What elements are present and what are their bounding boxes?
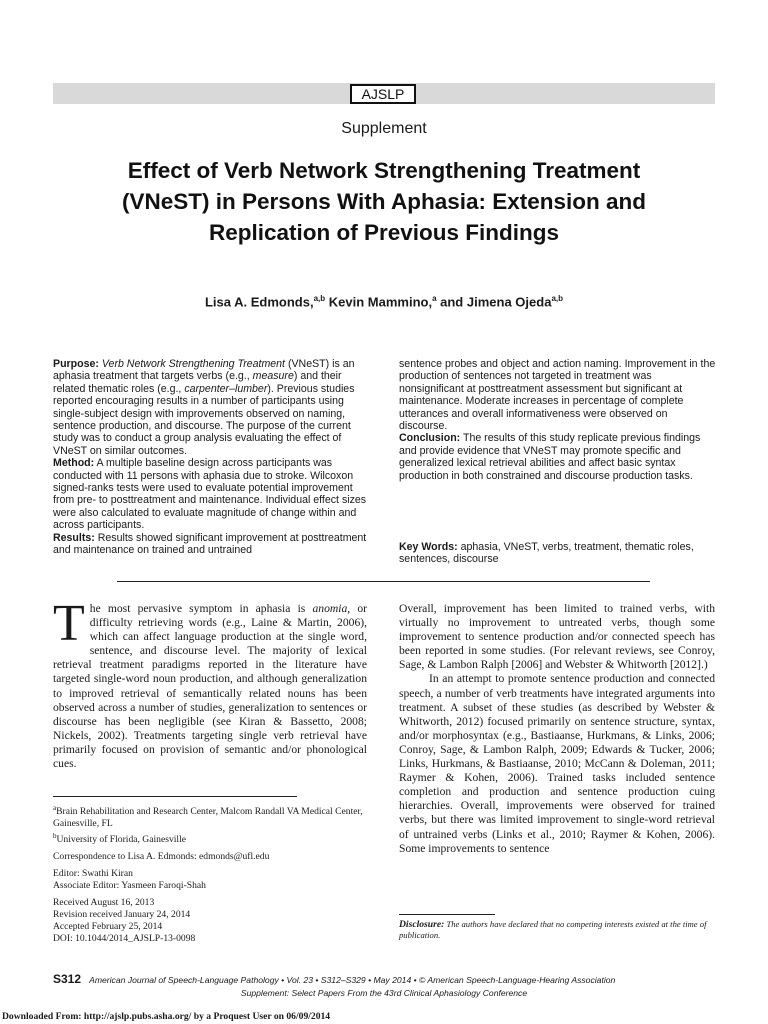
- article-title: Effect of Verb Network Strengthening Treatment (VNeST) in Persons With Aphasia: Extension and Replication of Previous Findings: [121, 158, 647, 245]
- purpose-text: (VNeST) is an aphasia treatment that targets verbs (e.g.,: [53, 358, 355, 383]
- abstract-divider: [117, 581, 650, 582]
- body-text: or difficulty retrieving words (e.g., Laine & Martin, 2006), which can affect language production at the single word, sentence, and discourse level. The majority of lexical retrieval treatment paradigms reported in the literature have targeted single-word noun production, and although generalization to improved retrieval of semantically related nouns has been observed across a number of studies, generalization to sentences or discourse has been negligible (see Kiran & Bassetto, 2008; Nickels, 2002). Treatments targeting single verb retrieval have primarily focused on provision of semantic and/or phonological cues.: [53, 602, 368, 771]
- purpose-label: Purpose:: [53, 358, 99, 370]
- affiliation: Brain Rehabilitation and Research Center, Malcom Randall VA Medical Center, Gainesville, FL: [53, 806, 363, 830]
- supplement-note: Supplement: Select Papers From the 43rd Clinical Aphasiology Conference: [240, 988, 528, 998]
- conclusion-text: The results of this study replicate previous findings and provide evidence that VNeST may promote specific and generalized lexical retrieval abilities and affect basic syntax production in both constrained and discourse production tasks.: [399, 432, 701, 482]
- body-paragraph: Overall, improvement has been limited to trained verbs, with virtually no improvement to untreated verbs, though some improvement to sentence production and/or connected speech has been reported in some studies. (For relevant reviews, see Conroy, Sage, & Lambon Ralph [2006] and Webster & Whitworth [2012].): [399, 602, 715, 672]
- method-label: Method:: [53, 457, 95, 470]
- purpose-text: ). Previous studies reported encouraging results in a number of participants using single-subject design with improvements observed on naming, sentence production, and discourse. The purpose of the current study was to conduct a group analysis evaluating the effect of VNeST on similar outcomes.: [53, 382, 355, 457]
- disclosure-label: Disclosure:: [399, 919, 445, 930]
- example-roles: carpenter–lumber: [184, 382, 268, 395]
- author-affiliation-mark: a: [432, 294, 437, 303]
- body-text: he most pervasive symptom in aphasia is: [89, 602, 306, 615]
- method-text: A multiple baseline design across participants was conducted with 11 persons with aphasia due to stroke. Wilcoxon signed-ranks tests were used to evaluate potential improvement from pre- to posttreatment and maintenance. Individual effect sizes were also calculated to evaluate magnitude of change within and across participants.: [53, 457, 367, 532]
- body-right-column: [399, 602, 715, 856]
- download-note: Downloaded From: http://ajslp.pubs.asha.org/ by a Proquest User on 06/09/2014: [2, 1011, 331, 1022]
- purpose-text: ) and their related thematic roles (e.g.,: [53, 370, 342, 395]
- conclusion-label: Conclusion:: [399, 432, 461, 445]
- body-paragraph: In an attempt to promote sentence production and connected speech, a number of verb treatments have integrated arguments into treatment. A subset of these studies (as described by Webster & Whitworth, 2012) focused primarily on sentence structure, syntax, and/or morphosyntax (e.g., Bastiaanse, Hurkmans, & Links, 2006; Conroy, Sage, & Lambon Ralph, 2009; Edwards & Tucker, 2006; Links, Hurkmans, & Bastiaanse, 2010; McCann & Doleman, 2011; Raymer & Kohen, 2006). Trained tasks included sentence completion and production and sentence production cuing hierarchies. Overall, improvements were observed for trained verbs, but there was limited improvement to single-word retrieval of untrained verbs (Links et al., 2010; Raymer & Kohen, 2006). Some improvements to sentence: [399, 672, 715, 855]
- results-label: Results:: [53, 531, 95, 544]
- drop-cap: T: [53, 595, 85, 652]
- author-name: Kevin Mammino,: [328, 294, 433, 310]
- author-name: Jimena Ojeda: [466, 294, 552, 310]
- journal-citation: American Journal of Speech-Language Pathology • Vol. 23 • S312–S329 • May 2014 • © American Speech-Language-Hearing Association: [89, 975, 616, 985]
- affiliation-mark: b: [53, 832, 57, 841]
- page-footer: [53, 973, 733, 986]
- page-number: S312: [53, 972, 82, 986]
- section-label: Supplement: [341, 120, 427, 137]
- affiliation-mark: a: [53, 804, 57, 812]
- associate-editor: Associate Editor: Yasmeen Faroqi-Shah: [53, 880, 206, 892]
- example-verb: measure: [252, 370, 294, 383]
- journal-badge: AJSLP: [350, 84, 416, 104]
- results-text-continued: sentence probes and object and action naming. Improvement in the production of sentences not targeted in treatment was nonsignificant at posttreatment assessment but significant at maintenance. Moderate increases in percentage of complete utterances and overall informativeness were observed on discourse.: [399, 358, 716, 433]
- editor: Editor: Swathi Kiran: [53, 868, 133, 880]
- author-conjunction: and: [440, 294, 464, 310]
- keywords-label: Key Words:: [399, 541, 458, 553]
- author-name: Lisa A. Edmonds,: [204, 294, 314, 310]
- footnote-divider: [53, 796, 297, 797]
- author-affiliation-mark: a,b: [551, 294, 563, 303]
- affiliation: University of Florida, Gainesville: [56, 834, 186, 846]
- abstract-right-column: [399, 358, 717, 482]
- disclosure-divider: [399, 914, 495, 915]
- correspondence: Correspondence to Lisa A. Edmonds: edmonds@ufl.edu: [53, 851, 270, 863]
- revision-date: Revision received January 24, 2014: [53, 909, 191, 921]
- disclosure-text: The authors have declared that no competing interests existed at the time of publication.: [399, 919, 707, 940]
- doi: DOI: 10.1044/2014_AJSLP-13-0098: [53, 933, 196, 945]
- received-date: Received August 16, 2013: [53, 897, 155, 909]
- treatment-name: Verb Network Strengthening Treatment: [101, 358, 285, 370]
- author-affiliation-mark: a,b: [313, 294, 326, 303]
- keywords-text: aphasia, VNeST, verbs, treatment, thematic roles, sentences, discourse: [399, 541, 694, 566]
- body-emphasis: anomia,: [312, 602, 351, 615]
- keywords: [399, 541, 717, 566]
- disclosure: [399, 919, 715, 941]
- body-left-column: [53, 595, 368, 771]
- abstract-left-column: [53, 358, 367, 557]
- results-text: Results showed significant improvement at posttreatment and maintenance on trained and untrained: [53, 531, 367, 557]
- author-list: [0, 290, 768, 311]
- footnotes: [53, 802, 367, 945]
- accepted-date: Accepted February 25, 2014: [53, 921, 163, 933]
